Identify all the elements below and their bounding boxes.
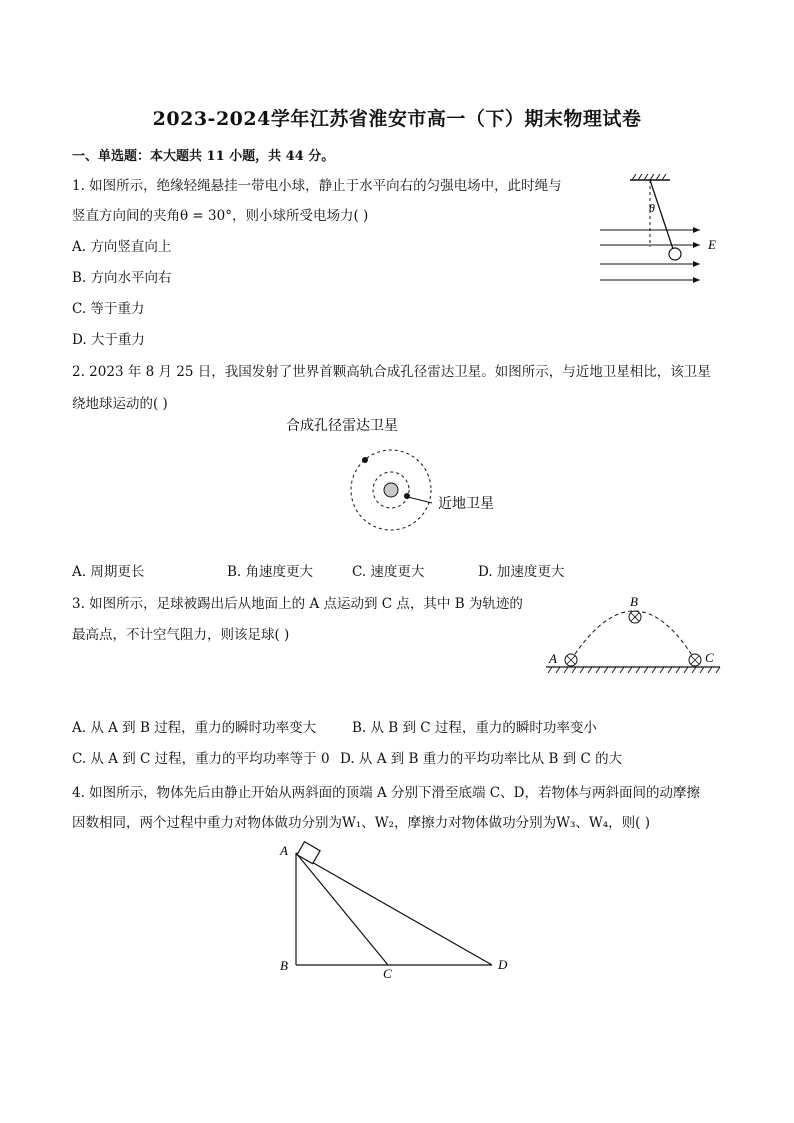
label-c: C <box>705 650 714 665</box>
ground-hatch <box>548 667 720 673</box>
q4-stem-line1: 4. 如图所示，物体先后由静止开始从两斜面的顶端 A 分别下滑至底端 C、D，若物体与两斜面间的动摩擦 <box>72 785 700 801</box>
near-earth-satellite-dot <box>404 493 410 499</box>
block <box>297 842 320 864</box>
q2-figure-orbits <box>280 410 520 540</box>
q2-stem-line1: 2. 2023 年 8 月 25 日，我国发射了世界首颗高轨合成孔径雷达卫星。如图所示，与近地卫星相比，该卫星 <box>72 364 711 380</box>
football-c <box>689 654 701 666</box>
label-c: C <box>383 966 392 981</box>
q3-stem-line2: 最高点，不计空气阻力，则该足球( ) <box>72 627 290 643</box>
football-a <box>565 654 577 666</box>
q4-figure-inclines <box>270 835 530 985</box>
label-b: B <box>280 958 288 973</box>
q2-option-d: D. 加速度更大 <box>478 564 565 580</box>
charged-ball <box>669 248 681 260</box>
field-arrowhead <box>693 242 700 248</box>
q2-option-b: B. 角速度更大 <box>227 564 314 580</box>
q2-option-c: C. 速度更大 <box>352 564 425 580</box>
q3-option-d: D. 从 A 到 B 重力的平均功率比从 B 到 C 的大 <box>340 751 623 767</box>
ceiling-hatch <box>632 174 666 180</box>
q1-stem-line1: 1. 如图所示，绝缘轻绳悬挂一带电小球，静止于水平向右的匀强电场中，此时绳与 <box>72 178 562 194</box>
field-e-label: E <box>708 237 716 252</box>
q3-option-c: C. 从 A 到 C 过程，重力的平均功率等于 0 <box>72 751 330 767</box>
section-heading: 一、单选题：本大题共 11 小题，共 44 分。 <box>72 149 335 164</box>
q3-stem-line1: 3. 如图所示，足球被踢出后从地面上的 A 点运动到 C 点，其中 B 为轨迹的 <box>72 596 523 612</box>
label-radar-satellite: 合成孔径雷达卫星 <box>286 419 398 434</box>
football-b <box>629 611 641 623</box>
q1-option-b: B. 方向水平向右 <box>72 270 172 286</box>
q4-stem-line2: 因数相同，两个过程中重力对物体做功分别为W₁、W₂，摩擦力对物体做功分别为W₃、W₄，则( ) <box>72 815 650 831</box>
q1-option-a: A. 方向竖直向上 <box>72 239 172 255</box>
q3-figure-trajectory <box>540 590 730 680</box>
page-title: 2023-2024学年江苏省淮安市高一（下）期末物理试卷 <box>152 108 642 130</box>
q2-stem-line2: 绕地球运动的( ) <box>72 396 168 412</box>
field-arrowhead <box>693 277 700 283</box>
earth <box>384 483 398 497</box>
q1-option-d: D. 大于重力 <box>72 332 145 348</box>
label-d: D <box>498 957 508 972</box>
pointer-line <box>408 497 432 503</box>
q1-option-c: C. 等于重力 <box>72 301 145 317</box>
field-arrowhead <box>693 227 700 233</box>
radar-satellite-dot <box>362 457 368 463</box>
q3-option-a: A. 从 A 到 B 过程，重力的瞬时功率变大 <box>72 720 317 736</box>
field-arrowhead <box>693 261 700 267</box>
label-b: B <box>630 594 638 609</box>
q3-option-b: B. 从 B 到 C 过程，重力的瞬时功率变小 <box>352 720 597 736</box>
theta-label: θ <box>649 201 655 215</box>
label-a: A <box>549 651 557 666</box>
q1-stem-line2: 竖直方向间的夹角θ = 30°，则小球所受电场力( ) <box>72 208 369 224</box>
q2-option-a: A. 周期更长 <box>72 564 145 580</box>
incline-ad <box>296 853 492 965</box>
q1-figure-pendulum <box>590 172 730 297</box>
incline-ac <box>296 853 388 965</box>
label-a: A <box>280 843 288 858</box>
label-near-earth-satellite: 近地卫星 <box>438 497 494 512</box>
